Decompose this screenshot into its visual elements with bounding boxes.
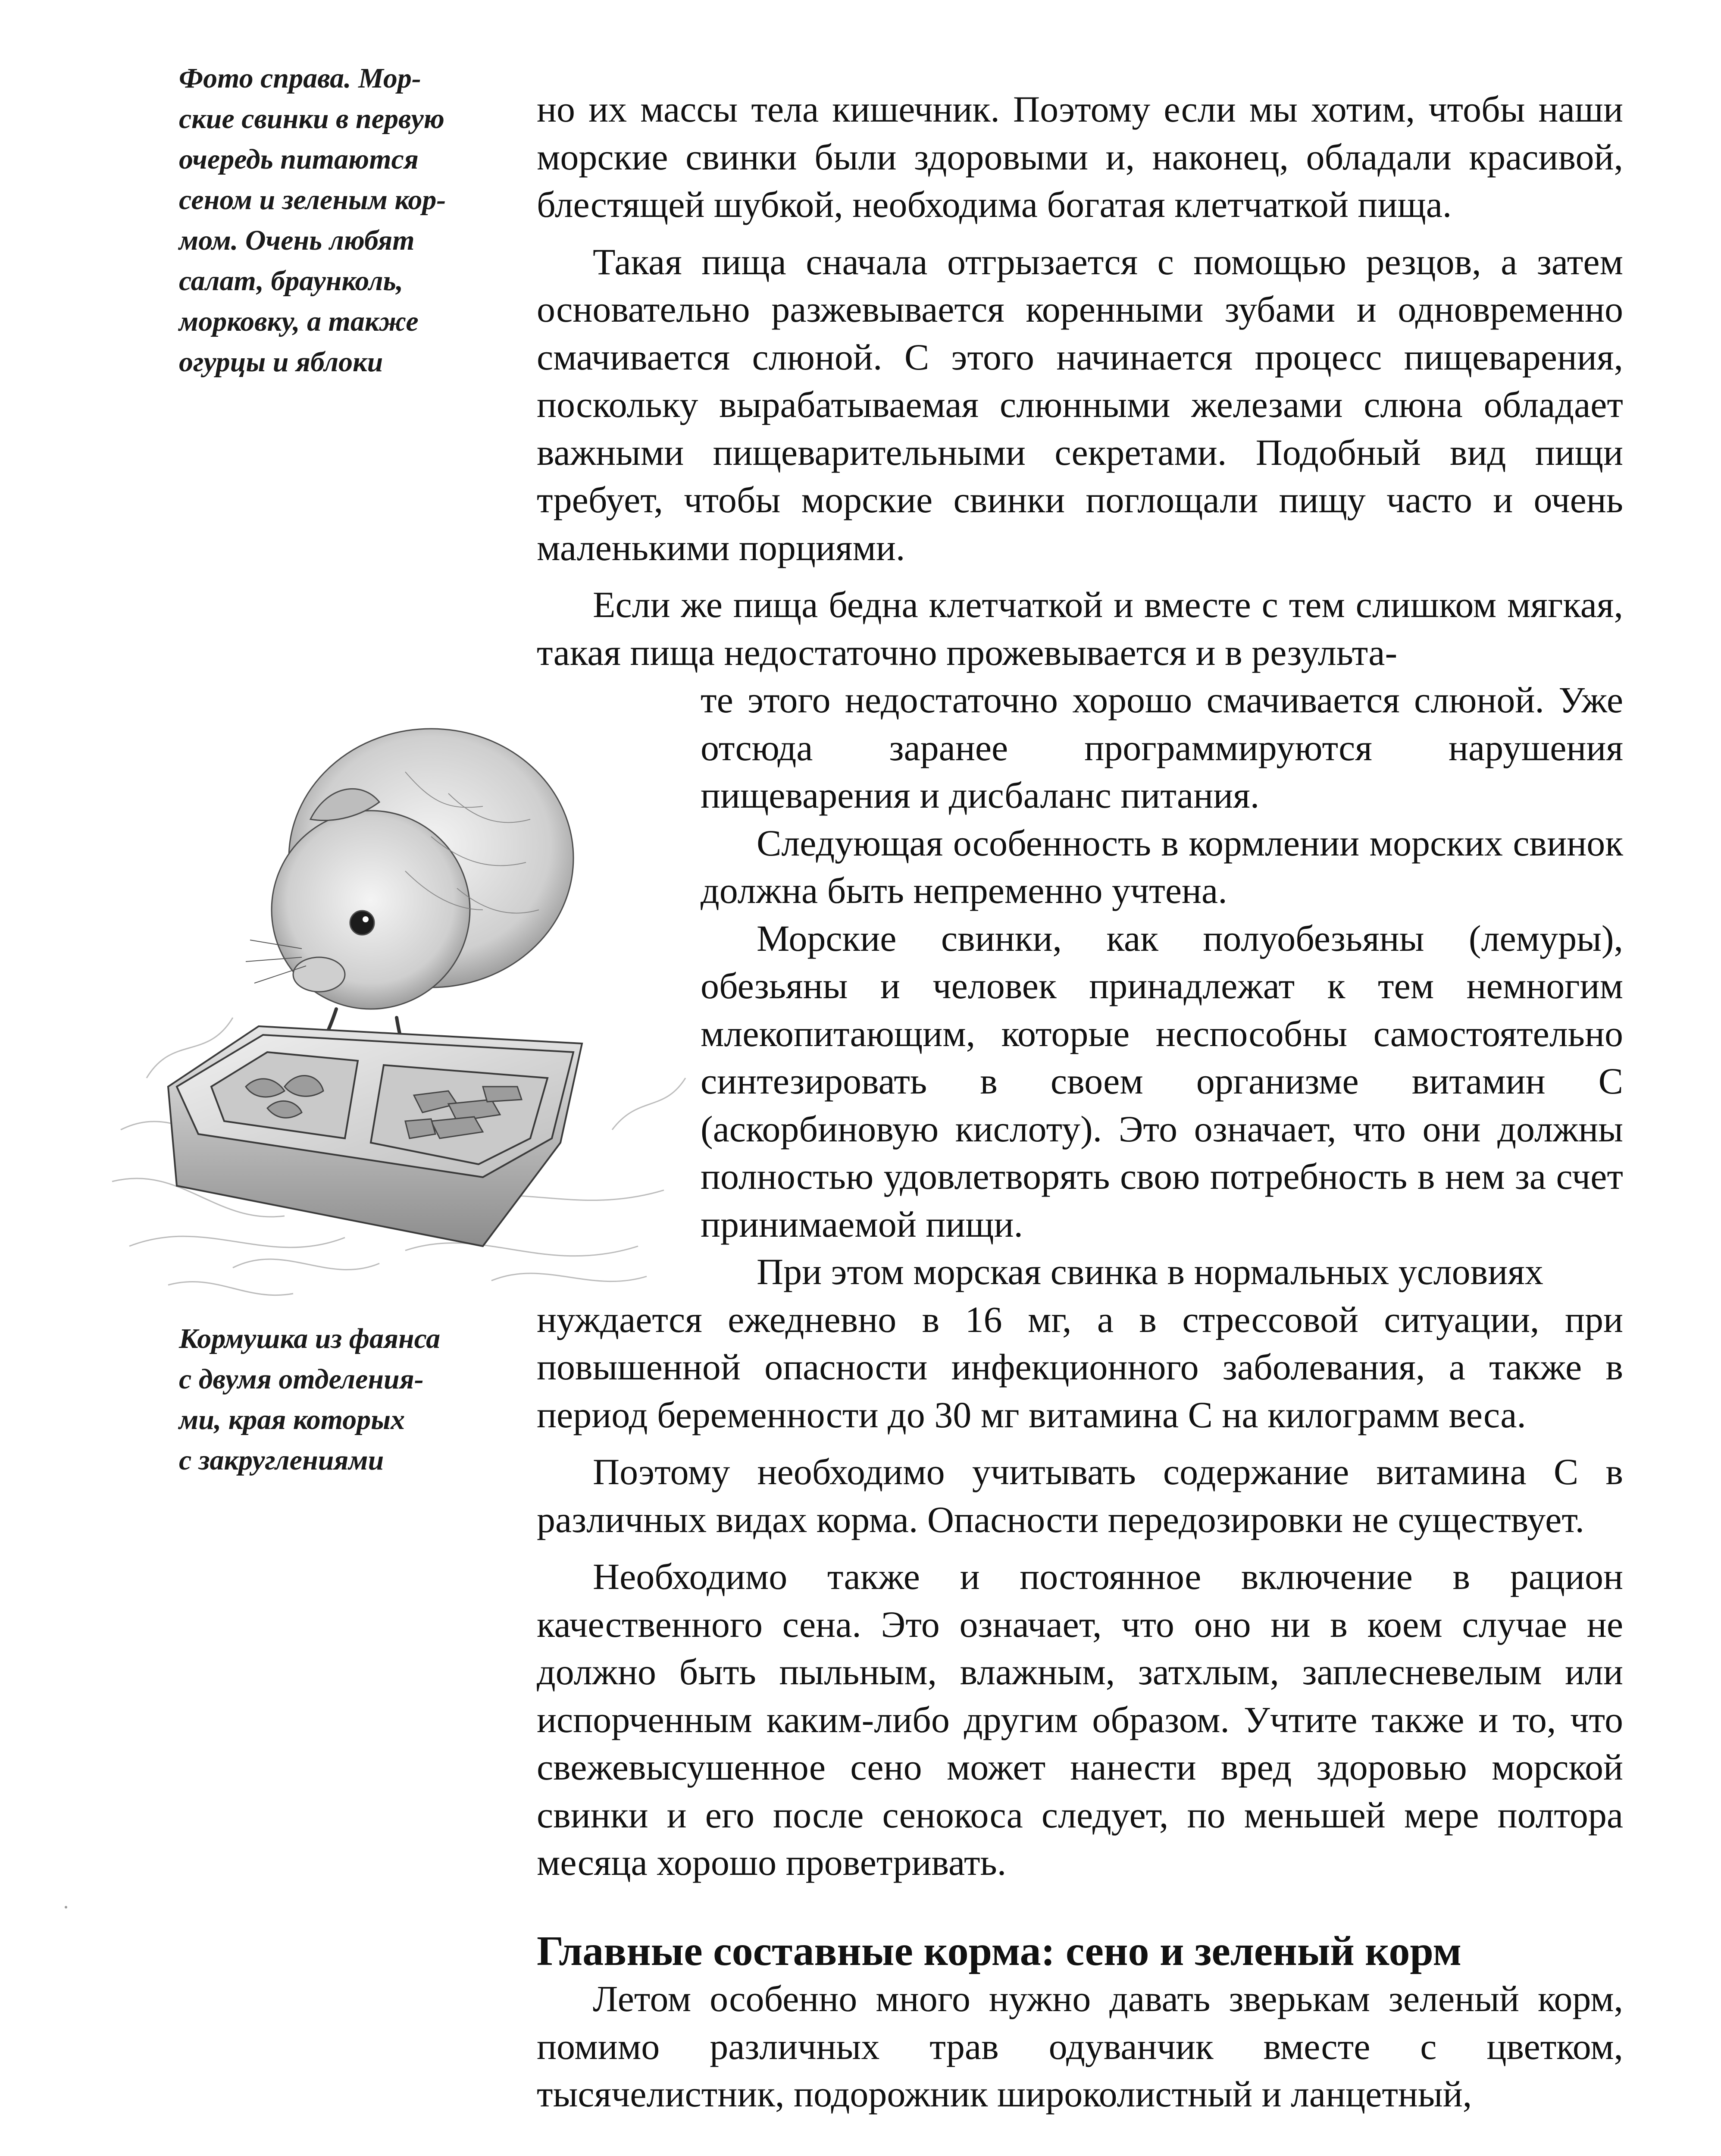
caption-line: салат, браунколь, — [179, 265, 404, 297]
paragraph: Следующая особенность в кормлении морских свинок должна быть непременно учтена. — [701, 822, 1623, 911]
caption-top — [179, 58, 481, 382]
guinea-pig — [246, 729, 573, 1065]
caption-line: Фото справа. Мор- — [179, 63, 421, 94]
caption-line: морковку, а также — [179, 306, 419, 337]
caption-bottom — [179, 1319, 481, 1481]
paragraph: Поэтому необходимо учитывать содержание витамина С в различных видах корма. Опасности передозировки не существует. — [537, 1451, 1623, 1540]
paragraph: Если же пища бедна клетчаткой и вместе с тем слишком мягкая, такая пища недостаточно прожевывается и в результа- — [537, 584, 1623, 673]
section-text — [537, 1975, 1623, 2118]
paragraph: нуждается ежедневно в 16 мг, а в стрессовой ситуации, при повышенной опасности инфекционного заболевания, а также в период беременности до 30 мг витамина С на килограмм веса. — [537, 1298, 1623, 1435]
wrapped-text-zone — [537, 676, 1623, 1296]
caption-line: ми, края которых — [179, 1404, 405, 1435]
caption-line: с двумя отделения- — [179, 1363, 424, 1395]
main-text — [537, 85, 1623, 1887]
caption-line: очередь питаются — [179, 144, 419, 175]
caption-line: ские свинки в первую — [179, 103, 444, 135]
paragraph-lead: При этом морская свинка в нормальных условиях — [757, 1251, 1543, 1292]
paragraph: Такая пища сначала отгрызается с помощью резцов, а затем основательно разжевывается коренными зубами и одновременно смачивается слюной. С этого начинается процесс пищеварения, поскольку вырабатываемая слюнными железами слюна обладает важными пищеварительными секретами. Подобный вид пищи требует, чтобы морские свинки поглощали пищу часто и очень маленькими порциями. — [537, 241, 1623, 568]
caption-line: огурцы и яблоки — [179, 346, 383, 378]
caption-line: сеном и зеленым кор- — [179, 184, 446, 216]
feeder-bowl — [168, 1026, 582, 1246]
caption-line: с закруглениями — [179, 1445, 384, 1476]
paragraph: Морские свинки, как полуобезьяны (лемуры), обезьяны и человек принадлежат к тем немногим млекопитающим, которые неспособны самостоятельно синтезировать в своем организме витамин С (аскорбиновую кислоту). Это означает, что они должны полностью удовлетворять свою потребность в нем за счет принимаемой пищи. — [701, 917, 1623, 1245]
paragraph: но их массы тела кишечник. Поэтому если мы хотим, чтобы наши морские свинки были здоровыми и, наконец, обладали красивой, блестящей шубкой, необходима богатая клетчаткой пища. — [537, 88, 1623, 225]
scan-speck — [65, 1906, 67, 1908]
caption-line: мом. Очень любят — [179, 225, 415, 256]
section-heading: Главные составные корма: сено и зеленый корм — [537, 1928, 1462, 1974]
eye-dark — [350, 911, 374, 935]
caption-line: Кормушка из фаянса — [179, 1323, 441, 1354]
paragraph: Необходимо также и постоянное включение в рацион качественного сена. Это означает, что оно ни в коем случае не должно быть пыльным, влажным, затхлым, заплесневелым или испорченным каким-либо другим образом. Учтите также и то, что свежевысушенное сено может нанести вред здоровью морской свинки и его после сенокоса следует, по меньшей мере полтора месяца хорошо проветривать. — [537, 1556, 1623, 1883]
paragraph: те этого недостаточно хорошо смачивается слюной. Уже отсюда заранее программируются нарушения пищеварения и дисбаланс питания. — [701, 679, 1623, 816]
paragraph: Летом особенно много нужно давать зверькам зеленый корм, помимо различных трав одуванчик вместе с цветком, тысячелистник, подорожник широколистный и ланцетный, — [537, 1978, 1623, 2115]
